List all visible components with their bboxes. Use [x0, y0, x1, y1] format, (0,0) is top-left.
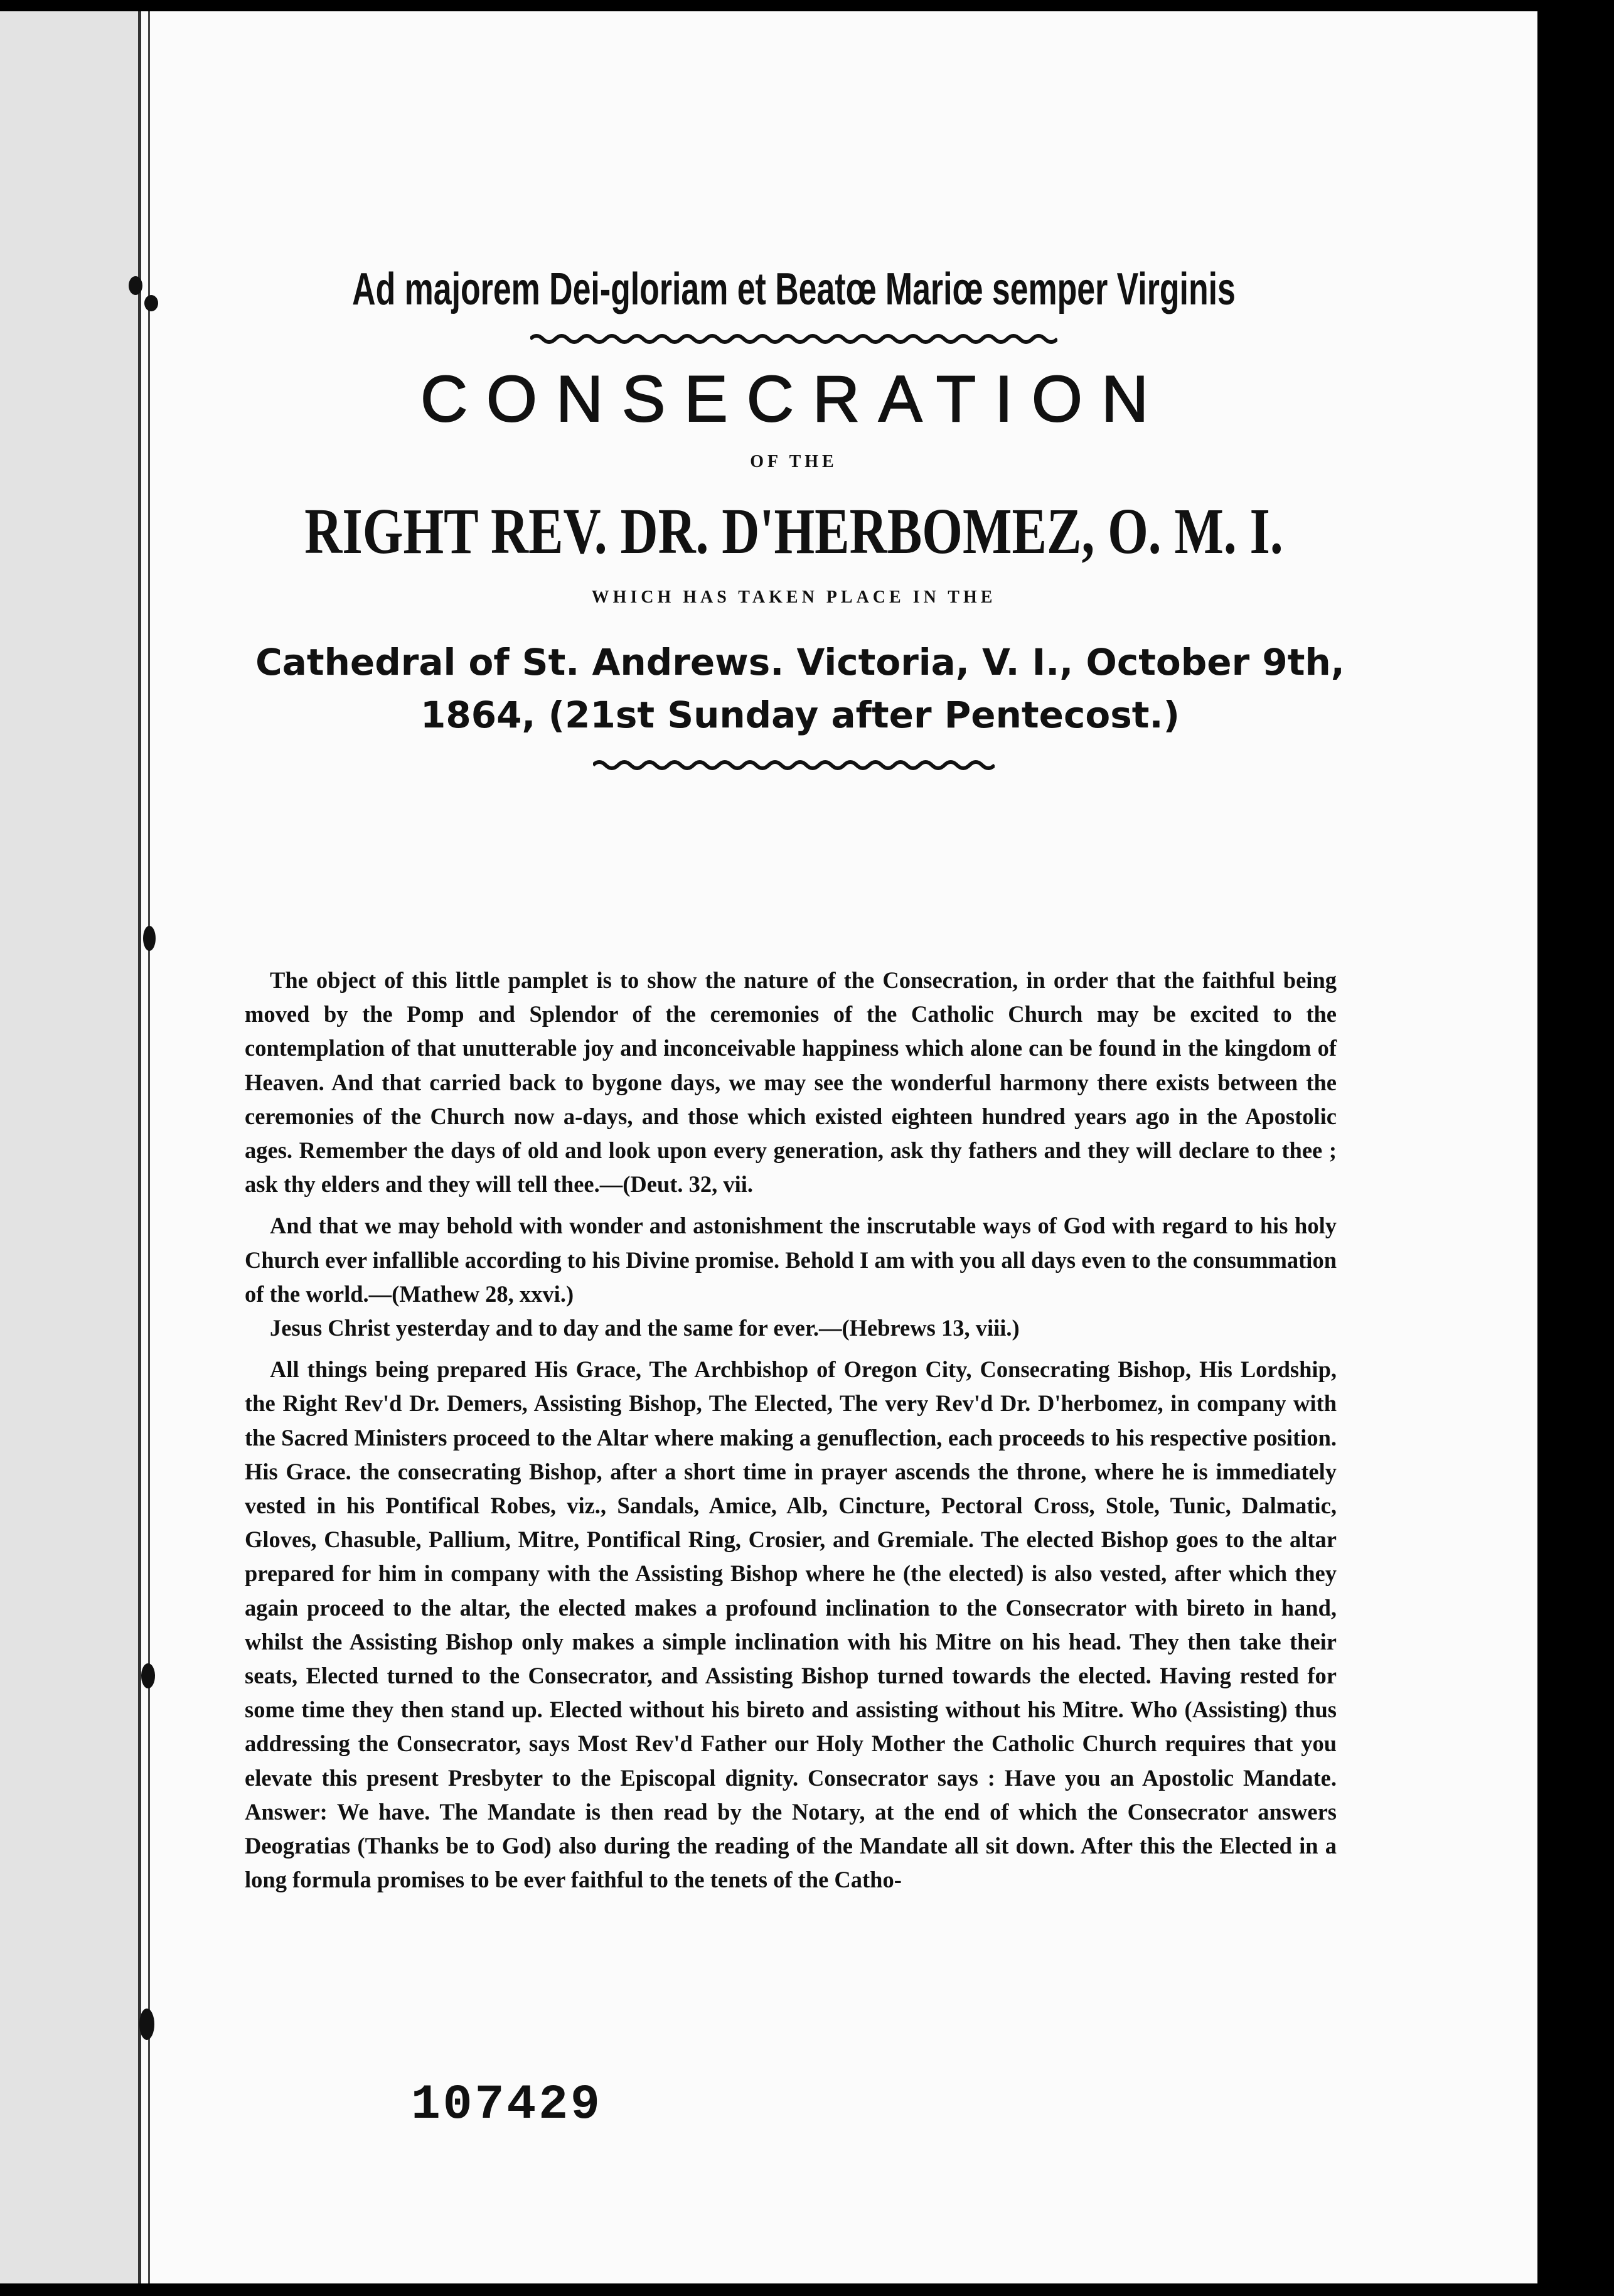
paragraph: And that we may behold with wonder and astonishment the inscrutable ways of God with regard to his holy Church ever infallible according to his Divine promise. Behold I am with you all days even to the consummation of the world.—(Mathew 28, xxvi.) — [245, 1213, 1337, 1307]
body-text — [245, 963, 1337, 1897]
flourish-divider — [593, 754, 995, 773]
of-the-label: OF THE — [750, 452, 838, 471]
motto: Ad majorem Dei-gloriam et Beatœ Mariœ semper Virginis — [352, 264, 1236, 314]
binding-margin — [0, 0, 141, 2296]
binding-mark — [129, 276, 142, 295]
catalog-number: 107429 — [411, 2078, 602, 2133]
which-label: WHICH HAS TAKEN PLACE IN THE — [591, 587, 997, 607]
binding-line — [148, 0, 150, 2296]
binding-mark — [139, 2009, 154, 2040]
paragraph: Jesus Christ yesterday and to day and the same for ever.—(Hebrews 13, viii.) — [270, 1315, 1020, 1341]
binding-mark — [144, 295, 158, 311]
scan-border-top — [0, 0, 1614, 11]
title: CONSECRATION — [420, 363, 1168, 436]
paragraph: All things being prepared His Grace, The Archbishop of Oregon City, Consecrating Bishop, His Lordship, the Right Rev'd Dr. Demers, Assisting Bishop, The Elected, The very Rev'd Dr. D'herbomez, in company with the Sacred Ministers proceed to the Altar where making a genuflection, each proceeds to his respective position. His Grace. the consecrating Bishop, after a short time in prayer ascends the throne, where he is immediately vested in his Pontifical Robes, viz., Sandals, Amice, Alb, Cincture, Pectoral Cross, Stole, Tunic, Dalmatic, Gloves, Chasuble, Pallium, Mitre, Pontifical Ring, Crosier, and Gremiale. The elected Bishop goes to the altar prepared for him in company with the Assisting Bishop where he (the elected) is also vested, after which they again proceed to the altar, the elected makes a profound inclination to the Consecrator with bireto in hand, whilst the Assisting Bishop only makes a simple inclination with his Mitre on his head. They then take their seats, Elected turned to the Consecrator, and Assisting Bishop turned towards the elected. Having rested for some time they then stand up. Elected without his bireto and assisting without his Mitre. Who (Assisting) thus addressing the Consecrator, says Most Rev'd Father our Holy Mother the Catholic Church requires that you elevate this present Presbyter to the Episcopal dignity. Consecrator says : Have you an Apostolic Mandate. Answer: We have. The Mandate is then read by the Notary, at the end of which the Consecrator answers Deogratias (Thanks be to God) also during the reading of the Mandate all sit down. After this the Elected in a long formula promises to be ever faithful to the tenets of the Catho- — [245, 1356, 1337, 1893]
paragraph: The object of this little pamplet is to show the nature of the Consecration, in order that the faithful being moved by the Pomp and Splendor of the ceremonies of the Catholic Church may be excited to the contemplation of that unutterable joy and inconceivable happiness which alone can be found in the kingdom of Heaven. And that carried back to bygone days, we may see the wonderful harmony there exists between the ceremonies of the Church now a-days, and those which existed eighteen hundred years ago in the Apostolic ages. Remember the days of old and look upon every generation, ask thy fathers and they will declare to thee ; ask thy elders and they will tell thee.—(Deut. 32, vii. — [245, 967, 1337, 1198]
scan-border-right — [1537, 0, 1614, 2296]
event-line: Cathedral of St. Andrews. Victoria, V. I., October 9th, 1864, (21st Sunday after Pentecost.) — [255, 641, 1345, 736]
scan-border-bottom — [0, 2283, 1614, 2296]
binding-mark — [141, 1663, 155, 1688]
header-block — [254, 264, 1345, 773]
flourish-divider — [530, 328, 1057, 346]
bishop-name: RIGHT REV. DR. D'HERBOMEZ, O. M. I. — [304, 495, 1283, 567]
binding-mark — [143, 926, 156, 951]
